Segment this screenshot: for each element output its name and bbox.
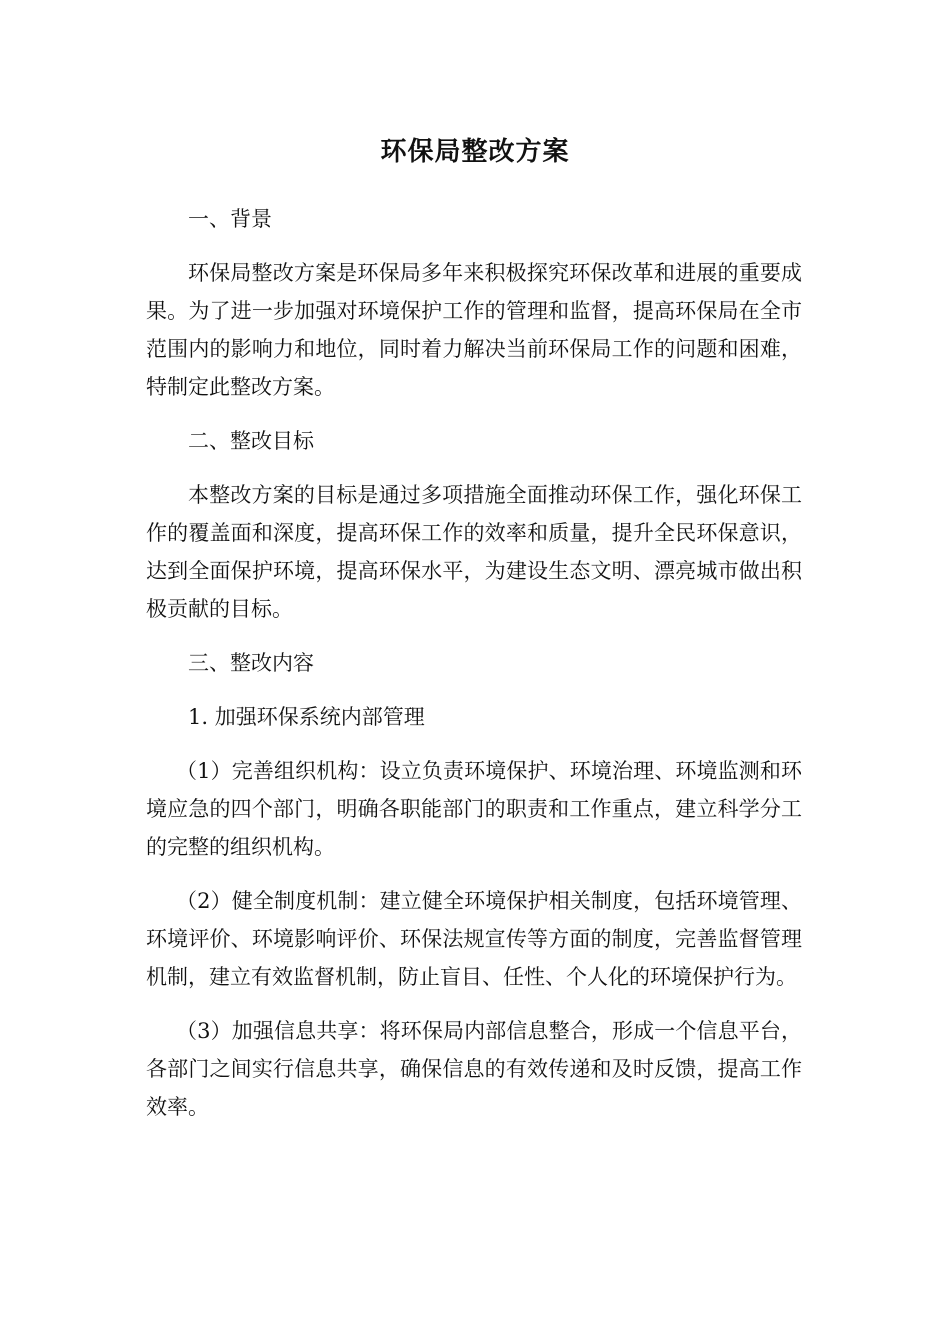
section-heading-background: 一、背景 xyxy=(188,207,272,231)
item-heading-internal-management: 1. 加强环保系统内部管理 xyxy=(188,705,425,729)
paragraph-background: 环保局整改方案是环保局多年来积极探究环保改革和进展的重要成果。为了进一步加强对环境保护工作的管理和监督，提高环保局在全市范围内的影响力和地位，同时着力解决当前环保局工作的问题和困难，特制定此整改方案。 xyxy=(146,261,802,399)
sub-item-information-sharing: （3）加强信息共享：将环保局内部信息整合，形成一个信息平台，各部门之间实行信息共享，确保信息的有效传递和及时反馈，提高工作效率。 xyxy=(146,1019,802,1119)
paragraph-goal: 本整改方案的目标是通过多项措施全面推动环保工作，强化环保工作的覆盖面和深度，提高环保工作的效率和质量，提升全民环保意识，达到全面保护环境，提高环保水平，为建设生态文明、漂亮城市做出积极贡献的目标。 xyxy=(146,483,802,621)
document-body xyxy=(146,200,802,1142)
sub-item-system-mechanism: （2）健全制度机制：建立健全环境保护相关制度，包括环境管理、环境评价、环境影响评价、环保法规宣传等方面的制度，完善监督管理机制，建立有效监督机制，防止盲目、任性、个人化的环境保护行为。 xyxy=(146,889,802,989)
section-heading-content: 三、整改内容 xyxy=(188,651,314,675)
section-heading-goal: 二、整改目标 xyxy=(188,429,314,453)
sub-item-organization: （1）完善组织机构：设立负责环境保护、环境治理、环境监测和环境应急的四个部门，明确各职能部门的职责和工作重点，建立科学分工的完整的组织机构。 xyxy=(146,759,802,859)
page-title: 环保局整改方案 xyxy=(380,137,570,167)
